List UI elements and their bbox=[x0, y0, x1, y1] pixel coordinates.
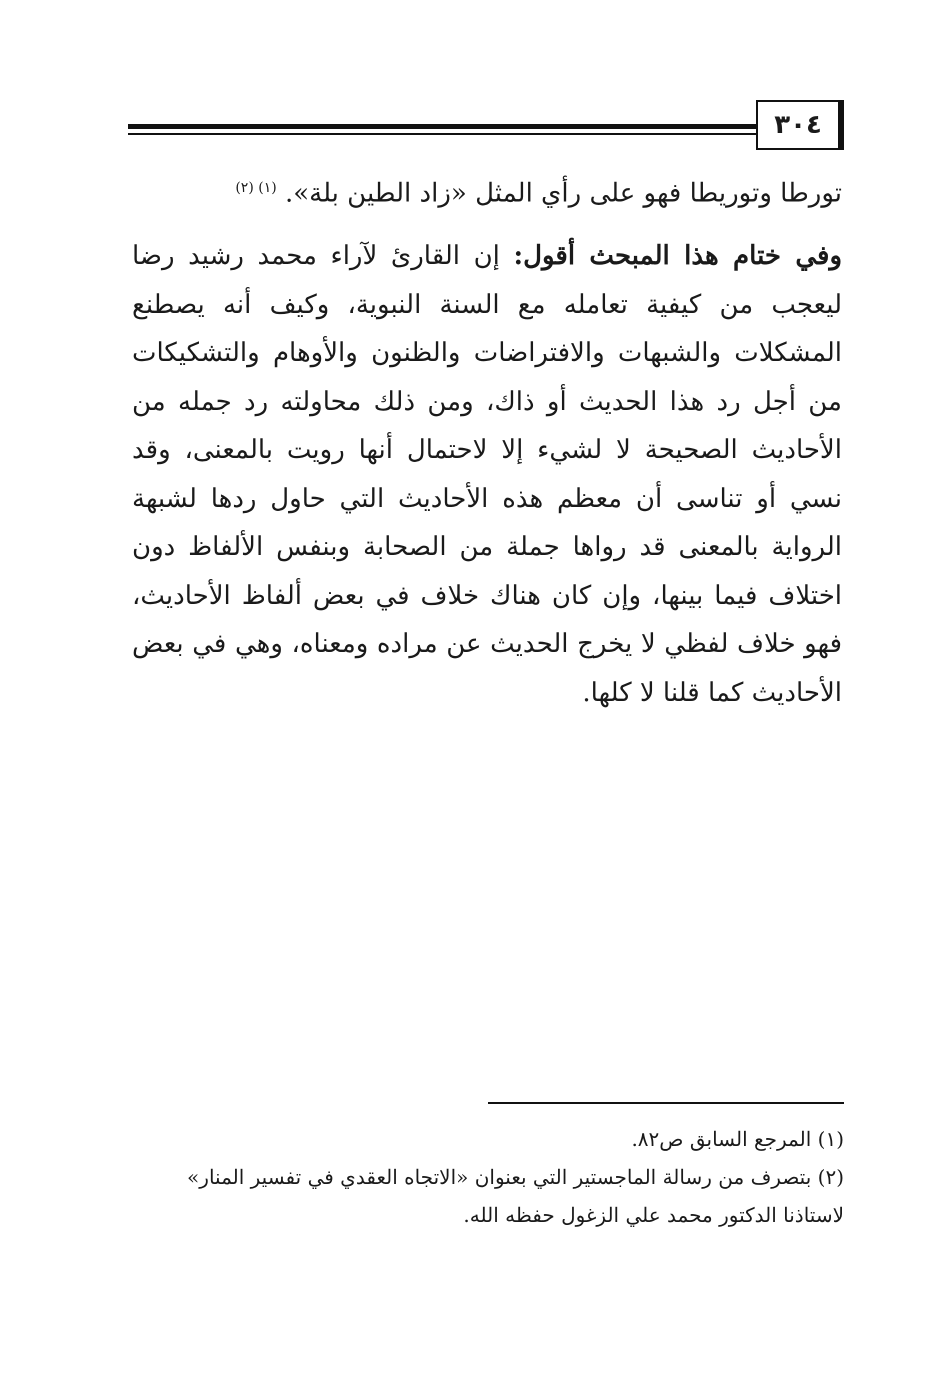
continuation-line bbox=[132, 164, 842, 218]
closing-paragraph bbox=[132, 232, 842, 717]
footnote-separator bbox=[488, 1102, 844, 1104]
footnote-references: (١) (٢) bbox=[235, 180, 277, 196]
page-number-text: ٣٠٤ bbox=[774, 110, 822, 140]
page-header bbox=[128, 100, 848, 156]
header-rule-thin bbox=[128, 133, 756, 135]
paragraph-text: إن القارئ لآراء محمد رشيد رضا ليعجب من كيفية تعامله مع السنة النبوية، وكيف أنه يصطنع المشكلات والشبهات والافتراضات والظنون والأوهام والتشكيكات من أجل رد هذا الحديث أو ذاك، ومن ذلك محاولته رد جمله من الأحاديث الصحيحة لا لشيء إلا لاحتمال أنها رويت بالمعنى، وقد نسي أو تناسى أن معظم هذه الأحاديث التي حاول ردها لشبهة الرواية بالمعنى قد رواها جملة من الصحابة وبنفس الألفاظ دون اختلاف فيما بينها، وإن كان هناك خلاف في بعض ألفاظ الأحاديث، فهو خلاف لفظي لا يخرج الحديث عن مراده ومعناه، وهي في بعض الأحاديث كما قلنا لا كلها. bbox=[132, 241, 842, 708]
footnotes bbox=[132, 1120, 844, 1234]
page-number bbox=[756, 100, 844, 150]
footnote-1: (١) المرجع السابق ص٨٢. bbox=[631, 1127, 844, 1151]
main-text bbox=[132, 164, 842, 717]
footnote-2: (٢) بتصرف من رسالة الماجستير التي بعنوان «الاتجاه العقدي في تفسير المنار» لاستاذنا الدكتور محمد علي الزغول حفظه الله. bbox=[187, 1165, 844, 1227]
continuation-text: تورطا وتوريطا فهو على رأي المثل «زاد الطين بلة». bbox=[284, 178, 842, 209]
paragraph-lead: وفي ختام هذا المبحث أقول: bbox=[513, 241, 842, 272]
header-rule-thick bbox=[128, 124, 756, 129]
